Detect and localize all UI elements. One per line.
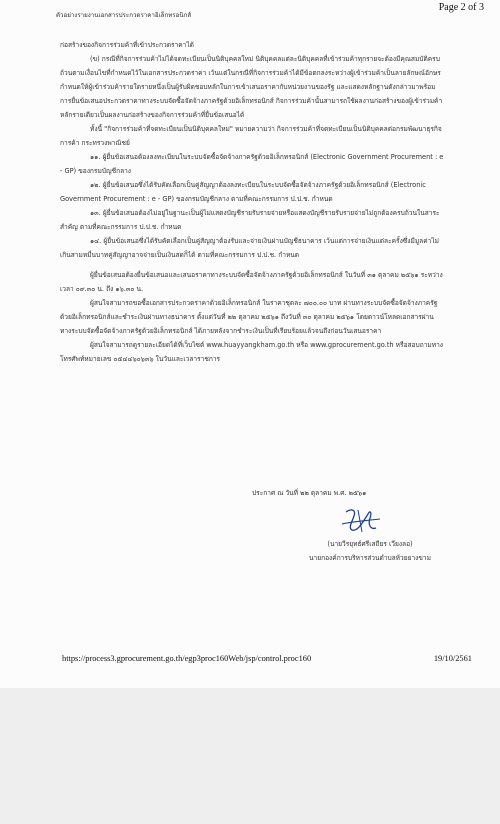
footer-url: https://process3.gprocurement.go.th/egp3proc160Web/jsp/control.proc160 bbox=[62, 654, 312, 663]
paragraph: ผู้สนใจสามารถขอซื้อเอกสารประกวดราคาด้วยอิเล็กทรอนิกส์ ในราคาชุดละ ๗๐๐.๐๐ บาท ผ่านทางระบบจัดซื้อจัดจ้างภาครัฐด้วยอิเล็กทรอนิกส์และชำระเงินผ่านทางธนาคาร ตั้งแต่วันที่ ๒๒ ตุลาคม ๒๕๖๑ ถึงวันที่ ๓๐ ตุลาคม ๒๕๖๑ โดยดาวน์โหลดเอกสารผ่านทางระบบจัดซื้อจัดจ้างภาครัฐด้วยอิเล็กทรอนิกส์ ได้ภายหลังจากชำระเงินเป็นที่เรียบร้อยแล้วจนถึงก่อนวันเสนอราคา bbox=[60, 299, 438, 335]
signature-mark bbox=[336, 502, 386, 540]
paragraph: (ข) กรณีที่กิจการร่วมค้าไม่ได้จดทะเบียนเป็นนิติบุคคลใหม่ นิติบุคคลแต่ละนิติบุคคลที่เข้าร่วมค้าทุกรายจะต้องมีคุณสมบัติครบถ้วนตามเงื่อนไขที่กำหนดไว้ในเอกสารประกวดราคา เว้นแต่ในกรณีที่กิจการร่วมค้าได้มีข้อตกลงระหว่างผู้เข้าร่วมค้าเป็นลายลักษณ์อักษรกำหนดให้ผู้เข้าร่วมค้ารายใดรายหนึ่งเป็นผู้รับผิดชอบหลักในการเข้าเสนอราคากับหน่วยงานของรัฐ และแสดงหลักฐานดังกล่าวมาพร้อมการยื่นข้อเสนอประกวดราคาทางระบบจัดซื้อจัดจ้างภาครัฐด้วยอิเล็กทรอนิกส์ กิจการร่วมค้านั้นสามารถใช้ผลงานก่อสร้างของผู้เข้าร่วมค้าหลักรายเดียวเป็นผลงานก่อสร้างของกิจการร่วมค้าที่ยื่นข้อเสนอได้ bbox=[60, 55, 443, 119]
paragraph: ๑๔. ผู้ยื่นข้อเสนอซึ่งได้รับคัดเลือกเป็นคู่สัญญาต้องรับและจ่ายเงินผ่านบัญชีธนาคาร เว้นแต่การจ่ายเงินแต่ละครั้งซึ่งมีมูลค่าไม่เกินสามหมื่นบาทคู่สัญญาอาจจ่ายเป็นเงินสดก็ได้ ตามที่คณะกรรมการ ป.ป.ช. กำหนด bbox=[60, 237, 439, 259]
paragraph: ผู้ยื่นข้อเสนอต้องยื่นข้อเสนอและเสนอราคาทางระบบจัดซื้อจัดจ้างภาครัฐด้วยอิเล็กทรอนิกส์ ในวันที่ ๓๑ ตุลาคม ๒๕๖๑ ระหว่างเวลา ๐๙.๓๐ น. ถึง ๑๖.๓๐ น. bbox=[60, 271, 443, 293]
paragraph: ๑๓. ผู้ยื่นข้อเสนอต้องไม่อยู่ในฐานะเป็นผู้ไม่แสดงบัญชีรายรับรายจ่ายหรือแสดงบัญชีรายรับรายจ่ายไม่ถูกต้องครบถ้วนในสาระสำคัญ ตามที่คณะกรรมการ ป.ป.ช. กำหนด bbox=[60, 209, 440, 231]
paragraph: ๑๒. ผู้ยื่นข้อเสนอซึ่งได้รับคัดเลือกเป็นคู่สัญญาต้องลงทะเบียนในระบบจัดซื้อจัดจ้างภาครัฐด้วยอิเล็กทรอนิกส์ (Electronic Government Procurement : e - GP) ของกรมบัญชีกลาง ตามที่คณะกรรมการ ป.ป.ช. กำหนด bbox=[60, 181, 426, 203]
header-title: ตัวอย่างรายงานเอกสารประกวดราคาอิเล็กทรอนิกส์ bbox=[56, 12, 192, 19]
announcement-date: ประกาศ ณ วันที่ ๒๒ ตุลาคม พ.ศ. ๒๕๖๑ bbox=[252, 489, 367, 497]
signer-name: (นายวีรยุทธ์ศรีเสถียร เวียงลอ) bbox=[327, 540, 413, 548]
paragraph: ทั้งนี้ "กิจการร่วมค้าที่จดทะเบียนเป็นนิติบุคคลใหม่" หมายความว่า กิจการร่วมค้าที่จดทะเบียนเป็นนิติบุคคลต่อกรมพัฒนาธุรกิจการค้า กระทรวงพาณิชย์ bbox=[60, 125, 442, 147]
paragraph: ๑๑. ผู้ยื่นข้อเสนอต้องลงทะเบียนในระบบจัดซื้อจัดจ้างภาครัฐด้วยอิเล็กทรอนิกส์ (Electronic Government Procurement : e - GP) ของกรมบัญชีกลาง bbox=[60, 153, 444, 175]
signer-block bbox=[290, 537, 450, 565]
paragraph: ผู้สนใจสามารถดูรายละเอียดได้ที่เว็บไซต์ www.huayyangkham.go.th หรือ www.gprocurement.go.th หรือสอบถามทางโทรศัพท์หมายเลข ๐๕๔๔๖๐๖๓๖ ในวันและเวลาราชการ bbox=[60, 341, 444, 363]
page-number: Page 2 of 3 bbox=[438, 2, 484, 13]
document-body bbox=[60, 38, 444, 366]
signer-position: นายกองค์การบริหารส่วนตำบลห้วยยางขาม bbox=[309, 554, 431, 562]
footer-date: 19/10/2561 bbox=[433, 654, 472, 663]
page-background bbox=[0, 688, 500, 824]
paragraph: ก่อสร้างของกิจการร่วมค้าที่เข้าประกวดราคาได้ bbox=[60, 41, 194, 49]
